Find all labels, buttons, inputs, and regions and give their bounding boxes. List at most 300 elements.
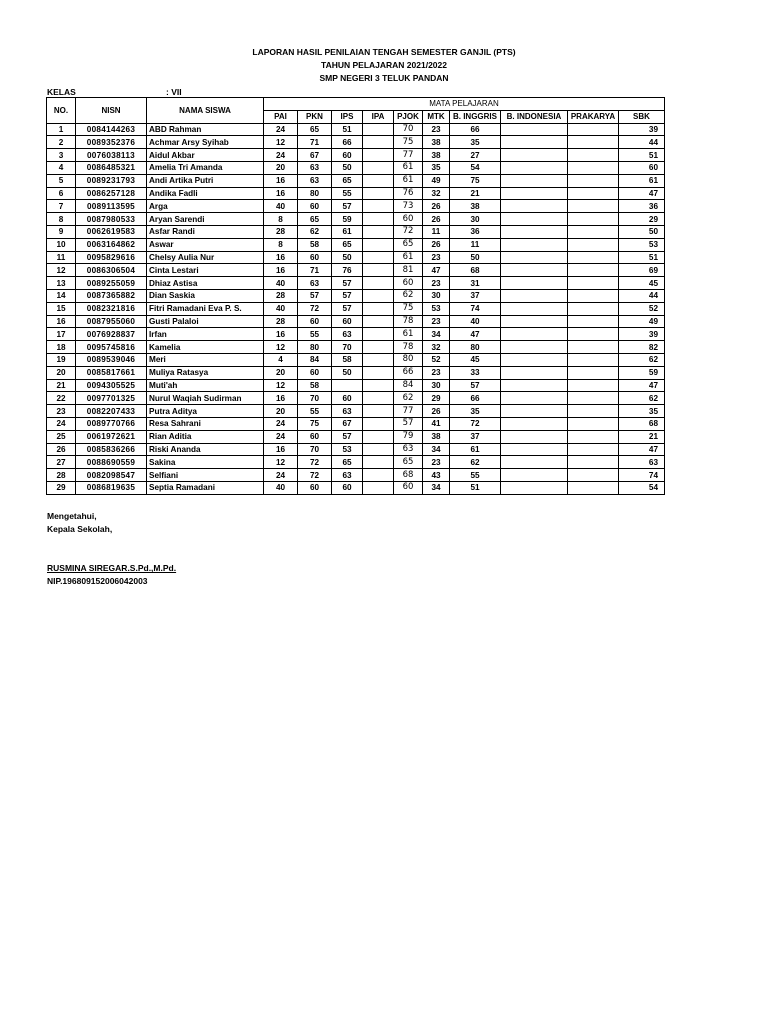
row-score-ips: 63 [332, 405, 363, 418]
row-score-ips: 57 [332, 200, 363, 213]
row-score-mtk: 52 [423, 353, 450, 366]
row-no: 6 [47, 187, 76, 200]
row-score-pjok: 68 [394, 469, 423, 482]
row-nisn: 0097701325 [76, 392, 147, 405]
row-score-mtk: 23 [423, 251, 450, 264]
row-nisn: 0089539046 [76, 353, 147, 366]
row-score-sbk: 36 [619, 200, 665, 213]
table-row [47, 174, 665, 187]
row-score-ipa [363, 315, 394, 328]
row-score-pai: 12 [264, 136, 298, 149]
row-score-b-indonesia [501, 136, 568, 149]
row-score-b-inggris: 40 [450, 315, 501, 328]
row-score-ipa [363, 264, 394, 277]
row-nama-siswa: Aswar [147, 238, 264, 251]
row-score-b-inggris: 27 [450, 149, 501, 162]
row-score-b-inggris: 38 [450, 200, 501, 213]
table-row [47, 315, 665, 328]
row-no: 26 [47, 443, 76, 456]
row-score-prakarya [568, 469, 619, 482]
row-score-sbk: 51 [619, 149, 665, 162]
table-row [47, 161, 665, 174]
table-row [47, 481, 665, 494]
row-nisn: 0089255059 [76, 277, 147, 290]
row-score-b-inggris: 35 [450, 405, 501, 418]
row-no: 18 [47, 341, 76, 354]
row-score-pkn: 58 [298, 379, 332, 392]
grades-table [46, 97, 665, 495]
row-nama-siswa: Irfan [147, 328, 264, 341]
row-score-ipa [363, 353, 394, 366]
row-score-sbk: 50 [619, 225, 665, 238]
row-score-ipa [363, 200, 394, 213]
row-no: 7 [47, 200, 76, 213]
row-no: 17 [47, 328, 76, 341]
row-no: 22 [47, 392, 76, 405]
row-score-ips: 65 [332, 456, 363, 469]
header-subject-mtk: MTK [423, 110, 450, 123]
table-row [47, 366, 665, 379]
row-nisn: 0086306504 [76, 264, 147, 277]
row-score-mtk: 26 [423, 213, 450, 226]
row-no: 25 [47, 430, 76, 443]
row-score-ips: 55 [332, 187, 363, 200]
row-score-ips: 50 [332, 251, 363, 264]
row-score-b-inggris: 45 [450, 353, 501, 366]
row-score-pjok: 70 [394, 123, 423, 136]
row-score-ips: 61 [332, 225, 363, 238]
row-score-sbk: 74 [619, 469, 665, 482]
row-score-mtk: 53 [423, 302, 450, 315]
row-no: 16 [47, 315, 76, 328]
row-nama-siswa: Rian Aditia [147, 430, 264, 443]
row-score-b-inggris: 74 [450, 302, 501, 315]
table-row [47, 341, 665, 354]
row-score-ips: 60 [332, 481, 363, 494]
row-score-b-indonesia [501, 392, 568, 405]
row-score-pkn: 72 [298, 456, 332, 469]
row-no: 14 [47, 289, 76, 302]
row-score-b-inggris: 66 [450, 123, 501, 136]
row-score-ips: 76 [332, 264, 363, 277]
row-score-sbk: 47 [619, 379, 665, 392]
row-nisn: 0086485321 [76, 161, 147, 174]
row-nisn: 0087365882 [76, 289, 147, 302]
row-score-pai: 40 [264, 200, 298, 213]
row-score-b-inggris: 31 [450, 277, 501, 290]
row-score-b-indonesia [501, 200, 568, 213]
row-score-pkn: 71 [298, 264, 332, 277]
row-score-ips: 57 [332, 277, 363, 290]
footer-principal-title: Kepala Sekolah, [47, 524, 113, 534]
row-score-ipa [363, 136, 394, 149]
table-row [47, 200, 665, 213]
row-score-pkn: 84 [298, 353, 332, 366]
row-score-ips: 51 [332, 123, 363, 136]
row-score-pkn: 60 [298, 366, 332, 379]
row-score-sbk: 51 [619, 251, 665, 264]
row-score-prakarya [568, 264, 619, 277]
row-score-prakarya [568, 456, 619, 469]
row-score-pai: 4 [264, 353, 298, 366]
row-score-pjok: 61 [394, 161, 423, 174]
row-score-b-indonesia [501, 469, 568, 482]
header-mata-pelajaran: MATA PELAJARAN [264, 98, 665, 111]
row-score-b-inggris: 51 [450, 481, 501, 494]
row-score-prakarya [568, 315, 619, 328]
header-subject-pjok: PJOK [394, 110, 423, 123]
row-score-ipa [363, 366, 394, 379]
row-score-b-indonesia [501, 379, 568, 392]
row-score-ips: 66 [332, 136, 363, 149]
row-nama-siswa: Aidul Akbar [147, 149, 264, 162]
row-score-mtk: 32 [423, 187, 450, 200]
row-nama-siswa: Dian Saskia [147, 289, 264, 302]
row-no: 5 [47, 174, 76, 187]
row-score-b-indonesia [501, 277, 568, 290]
row-score-prakarya [568, 392, 619, 405]
header-no: NO. [47, 98, 76, 124]
table-row [47, 187, 665, 200]
row-nama-siswa: Asfar Randi [147, 225, 264, 238]
row-score-mtk: 23 [423, 366, 450, 379]
principal-name: RUSMINA SIREGAR.S.Pd.,M.Pd. [47, 563, 177, 573]
row-score-b-indonesia [501, 123, 568, 136]
row-score-prakarya [568, 136, 619, 149]
row-nama-siswa: Amelia Tri Amanda [147, 161, 264, 174]
row-score-sbk: 44 [619, 136, 665, 149]
row-nisn: 0094305525 [76, 379, 147, 392]
row-score-sbk: 49 [619, 315, 665, 328]
row-score-ips: 60 [332, 149, 363, 162]
footer-acknowledged: Mengetahui, [47, 511, 97, 521]
row-score-ips: 58 [332, 353, 363, 366]
row-score-pkn: 75 [298, 417, 332, 430]
kelas-label: KELAS [47, 87, 76, 97]
row-score-ips: 60 [332, 392, 363, 405]
row-score-prakarya [568, 161, 619, 174]
row-score-pai: 12 [264, 456, 298, 469]
report-title: LAPORAN HASIL PENILAIAN TENGAH SEMESTER GANJIL (PTS) [252, 47, 516, 57]
row-score-ips: 70 [332, 341, 363, 354]
row-score-prakarya [568, 379, 619, 392]
row-score-pjok: 76 [394, 187, 423, 200]
table-row [47, 430, 665, 443]
table-row [47, 417, 665, 430]
row-score-b-inggris: 75 [450, 174, 501, 187]
row-score-ipa [363, 187, 394, 200]
row-no: 4 [47, 161, 76, 174]
row-score-pjok: 77 [394, 149, 423, 162]
row-no: 8 [47, 213, 76, 226]
row-score-ips [332, 379, 363, 392]
row-score-b-indonesia [501, 302, 568, 315]
table-row [47, 238, 665, 251]
row-nisn: 0086257128 [76, 187, 147, 200]
row-score-mtk: 23 [423, 456, 450, 469]
row-no: 13 [47, 277, 76, 290]
row-score-pai: 16 [264, 251, 298, 264]
row-score-pai: 12 [264, 379, 298, 392]
row-score-pjok: 60 [394, 481, 423, 494]
row-score-mtk: 23 [423, 277, 450, 290]
row-score-ipa [363, 251, 394, 264]
row-score-b-inggris: 55 [450, 469, 501, 482]
row-score-pai: 40 [264, 302, 298, 315]
row-score-b-indonesia [501, 443, 568, 456]
row-score-b-inggris: 11 [450, 238, 501, 251]
row-score-pkn: 63 [298, 174, 332, 187]
row-nama-siswa: Andi Artika Putri [147, 174, 264, 187]
row-nisn: 0061972621 [76, 430, 147, 443]
row-score-prakarya [568, 238, 619, 251]
row-score-prakarya [568, 187, 619, 200]
row-score-mtk: 38 [423, 136, 450, 149]
row-score-pai: 16 [264, 264, 298, 277]
table-row [47, 289, 665, 302]
row-nama-siswa: Resa Sahrani [147, 417, 264, 430]
row-score-mtk: 47 [423, 264, 450, 277]
row-nama-siswa: Dhiaz Astisa [147, 277, 264, 290]
row-nisn: 0087955060 [76, 315, 147, 328]
row-score-pai: 16 [264, 443, 298, 456]
row-score-b-inggris: 21 [450, 187, 501, 200]
row-score-sbk: 54 [619, 481, 665, 494]
row-no: 15 [47, 302, 76, 315]
row-nisn: 0095745816 [76, 341, 147, 354]
row-nisn: 0082321816 [76, 302, 147, 315]
row-score-b-indonesia [501, 187, 568, 200]
report-school-name: SMP NEGERI 3 TELUK PANDAN [319, 73, 449, 83]
row-no: 21 [47, 379, 76, 392]
row-score-pkn: 60 [298, 251, 332, 264]
row-score-ips: 53 [332, 443, 363, 456]
row-score-pjok: 61 [394, 328, 423, 341]
row-score-ipa [363, 213, 394, 226]
row-score-pkn: 57 [298, 289, 332, 302]
row-no: 24 [47, 417, 76, 430]
row-score-prakarya [568, 341, 619, 354]
row-score-ipa [363, 225, 394, 238]
row-score-prakarya [568, 405, 619, 418]
row-no: 1 [47, 123, 76, 136]
row-score-pai: 20 [264, 405, 298, 418]
row-score-sbk: 68 [619, 417, 665, 430]
row-score-b-inggris: 68 [450, 264, 501, 277]
header-subject-b-inggris: B. INGGRIS [450, 110, 501, 123]
table-row [47, 136, 665, 149]
row-score-ips: 65 [332, 238, 363, 251]
row-score-ipa [363, 341, 394, 354]
header-subject-pai: PAI [264, 110, 298, 123]
row-nama-siswa: Riski Ananda [147, 443, 264, 456]
row-score-prakarya [568, 353, 619, 366]
row-score-mtk: 49 [423, 174, 450, 187]
table-row [47, 302, 665, 315]
header-subject-pkn: PKN [298, 110, 332, 123]
row-nama-siswa: Kamelia [147, 341, 264, 354]
row-nisn: 0089770766 [76, 417, 147, 430]
row-score-pjok: 57 [394, 417, 423, 430]
kelas-value: : VII [166, 87, 182, 97]
row-score-pjok: 61 [394, 251, 423, 264]
row-score-ipa [363, 302, 394, 315]
grades-table-body [47, 123, 665, 494]
row-score-pai: 16 [264, 174, 298, 187]
row-nisn: 0085817661 [76, 366, 147, 379]
row-score-pai: 24 [264, 123, 298, 136]
row-nisn: 0088690559 [76, 456, 147, 469]
row-score-pkn: 60 [298, 315, 332, 328]
row-score-pkn: 67 [298, 149, 332, 162]
row-score-b-indonesia [501, 430, 568, 443]
row-score-mtk: 34 [423, 328, 450, 341]
row-score-pjok: 65 [394, 238, 423, 251]
table-row [47, 225, 665, 238]
row-no: 29 [47, 481, 76, 494]
table-row [47, 277, 665, 290]
row-score-prakarya [568, 417, 619, 430]
row-score-pkn: 65 [298, 213, 332, 226]
row-score-pkn: 60 [298, 200, 332, 213]
row-score-pkn: 55 [298, 328, 332, 341]
row-nama-siswa: Chelsy Aulia Nur [147, 251, 264, 264]
row-no: 9 [47, 225, 76, 238]
row-score-pkn: 63 [298, 161, 332, 174]
row-no: 27 [47, 456, 76, 469]
header-subject-prakarya: PRAKARYA [568, 110, 619, 123]
row-score-sbk: 60 [619, 161, 665, 174]
row-score-pai: 12 [264, 341, 298, 354]
row-score-ipa [363, 277, 394, 290]
row-score-pkn: 70 [298, 443, 332, 456]
row-score-pjok: 60 [394, 277, 423, 290]
row-score-mtk: 26 [423, 405, 450, 418]
row-score-b-indonesia [501, 456, 568, 469]
row-score-pjok: 61 [394, 174, 423, 187]
row-score-b-inggris: 62 [450, 456, 501, 469]
row-score-sbk: 35 [619, 405, 665, 418]
row-score-mtk: 34 [423, 481, 450, 494]
row-score-b-inggris: 30 [450, 213, 501, 226]
row-score-prakarya [568, 251, 619, 264]
row-nama-siswa: Sakina [147, 456, 264, 469]
row-nisn: 0082207433 [76, 405, 147, 418]
row-score-pai: 28 [264, 289, 298, 302]
table-row [47, 443, 665, 456]
row-score-b-inggris: 66 [450, 392, 501, 405]
row-score-pkn: 65 [298, 123, 332, 136]
row-score-pjok: 75 [394, 136, 423, 149]
row-nama-siswa: Putra Aditya [147, 405, 264, 418]
row-nisn: 0089231793 [76, 174, 147, 187]
row-score-sbk: 61 [619, 174, 665, 187]
row-score-b-indonesia [501, 353, 568, 366]
row-score-prakarya [568, 149, 619, 162]
row-nama-siswa: Achmar Arsy Syihab [147, 136, 264, 149]
row-score-mtk: 35 [423, 161, 450, 174]
row-score-prakarya [568, 366, 619, 379]
row-score-mtk: 23 [423, 315, 450, 328]
row-nisn: 0076038113 [76, 149, 147, 162]
header-subject-b-indonesia: B. INDONESIA [501, 110, 568, 123]
report-academic-year: TAHUN PELAJARAN 2021/2022 [321, 60, 447, 70]
row-score-pjok: 63 [394, 443, 423, 456]
row-no: 10 [47, 238, 76, 251]
row-score-pai: 8 [264, 213, 298, 226]
row-score-b-indonesia [501, 328, 568, 341]
row-score-sbk: 82 [619, 341, 665, 354]
row-nisn: 0086819635 [76, 481, 147, 494]
table-row [47, 251, 665, 264]
row-score-ipa [363, 392, 394, 405]
table-row [47, 123, 665, 136]
row-score-prakarya [568, 277, 619, 290]
row-score-pai: 40 [264, 481, 298, 494]
row-nama-siswa: Muliya Ratasya [147, 366, 264, 379]
row-score-b-indonesia [501, 481, 568, 494]
row-score-sbk: 62 [619, 353, 665, 366]
row-score-mtk: 11 [423, 225, 450, 238]
header-subject-sbk: SBK [619, 110, 665, 123]
row-score-pkn: 80 [298, 341, 332, 354]
header-subject-ipa: IPA [363, 110, 394, 123]
row-score-pkn: 72 [298, 302, 332, 315]
row-score-pjok: 72 [394, 225, 423, 238]
row-score-pai: 16 [264, 328, 298, 341]
row-score-b-indonesia [501, 341, 568, 354]
row-score-pjok: 78 [394, 341, 423, 354]
row-no: 11 [47, 251, 76, 264]
row-score-sbk: 69 [619, 264, 665, 277]
row-score-b-inggris: 72 [450, 417, 501, 430]
row-score-pai: 24 [264, 430, 298, 443]
row-score-mtk: 29 [423, 392, 450, 405]
row-score-sbk: 21 [619, 430, 665, 443]
row-no: 3 [47, 149, 76, 162]
row-nisn: 0082098547 [76, 469, 147, 482]
row-score-prakarya [568, 443, 619, 456]
header-subject-ips: IPS [332, 110, 363, 123]
row-score-ips: 65 [332, 174, 363, 187]
row-score-pai: 24 [264, 417, 298, 430]
row-score-b-indonesia [501, 174, 568, 187]
row-score-ips: 57 [332, 289, 363, 302]
row-score-pkn: 55 [298, 405, 332, 418]
row-score-pjok: 65 [394, 456, 423, 469]
row-nama-siswa: Nurul Waqiah Sudirman [147, 392, 264, 405]
row-score-ips: 57 [332, 302, 363, 315]
row-no: 20 [47, 366, 76, 379]
row-score-sbk: 44 [619, 289, 665, 302]
row-score-prakarya [568, 481, 619, 494]
row-score-prakarya [568, 213, 619, 226]
row-score-pai: 24 [264, 469, 298, 482]
row-score-ipa [363, 328, 394, 341]
row-score-pjok: 80 [394, 353, 423, 366]
table-row [47, 405, 665, 418]
row-nama-siswa: Andika Fadli [147, 187, 264, 200]
row-score-mtk: 23 [423, 123, 450, 136]
row-nama-siswa: Aryan Sarendi [147, 213, 264, 226]
row-score-ips: 63 [332, 469, 363, 482]
row-score-ips: 60 [332, 315, 363, 328]
row-score-pjok: 81 [394, 264, 423, 277]
row-score-pai: 20 [264, 161, 298, 174]
row-score-pjok: 78 [394, 315, 423, 328]
row-score-b-inggris: 37 [450, 289, 501, 302]
row-score-b-inggris: 35 [450, 136, 501, 149]
